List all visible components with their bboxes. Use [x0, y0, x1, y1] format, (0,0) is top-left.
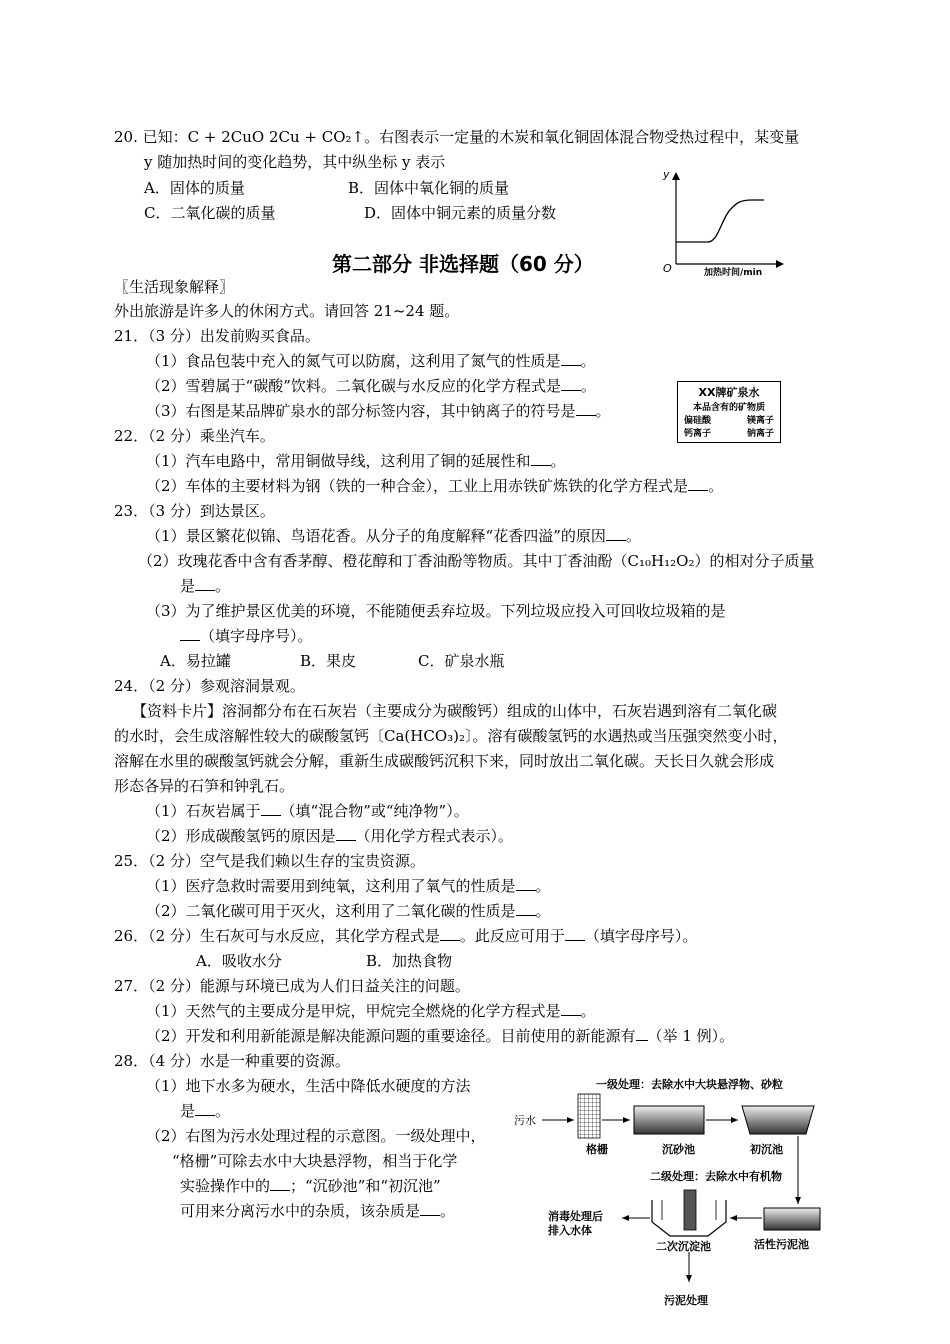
q23-s2b: 是 。	[180, 577, 231, 595]
diagram-outlet-line2: 排入水体	[548, 1224, 592, 1237]
diagram-activated-sludge-label: 活性污泥池	[754, 1238, 809, 1251]
diagram-stage2: 二级处理：去除水中有机物	[650, 1170, 782, 1183]
q26-option-a: A．吸收水分	[196, 952, 282, 970]
diagram-sludge-label: 污泥处理	[664, 1294, 708, 1307]
intro-heading: 〖生活现象解释〗	[114, 278, 235, 296]
sand-tank	[634, 1106, 704, 1134]
q27-head: 27．（2 分）能源与环境已成为人们日益关注的问题。	[114, 977, 470, 995]
label-item: 镁离子	[746, 416, 774, 426]
q20-option-a: A．固体的质量	[144, 179, 245, 197]
wastewater-diagram	[512, 1070, 842, 1310]
q24-card-line: 溶解在水里的碳酸氢钙就会分解，重新生成碳酸钙沉积下来，同时放出二氧化碳。天长日久就会形成	[114, 752, 775, 770]
q21-head: 21．（3 分）出发前购买食品。	[114, 327, 320, 345]
diagram-inlet: 污水	[514, 1114, 536, 1127]
q28-s1b: 是 。	[180, 1102, 231, 1120]
q27-s1: （1）天然气的主要成分是甲烷，甲烷完全燃烧的化学方程式是 。	[146, 1002, 596, 1020]
q23-s1: （1）景区繁花似锦、鸟语花香。从分子的角度解释“花香四溢”的原因 。	[146, 527, 641, 545]
q25-s1: （1）医疗急救时需要用到纯氧，这利用了氧气的性质是 。	[146, 877, 551, 895]
q25-head: 25．（2 分）空气是我们赖以生存的宝贵资源。	[114, 852, 425, 870]
diagram-stage1: 一级处理：去除水中大块悬浮物、砂粒	[596, 1078, 783, 1091]
q24-card-line: 【资料卡片】溶洞都分布在石灰岩（主要成分为碳酸钙）组成的山体中，石灰岩遇到溶有二氧化碳	[132, 702, 778, 720]
q20-graph-origin: O	[663, 262, 672, 275]
q21-s2: （2）雪碧属于“碳酸”饮料。二氧化碳与水反应的化学方程式是 。	[146, 377, 596, 395]
q20-graph	[660, 166, 790, 281]
q23-s3a: （3）为了维护景区优美的环境，不能随便丢弃垃圾。下列垃圾应投入可回收垃圾箱的是	[146, 602, 726, 620]
q20-graph-x-label: 加热时间/min	[704, 268, 763, 278]
q21-s3: （3）右图是某品牌矿泉水的部分标签内容，其中钠离子的符号是 。	[146, 402, 611, 420]
primary-tank	[742, 1106, 814, 1134]
q26-head: 26．（2 分）生石灰可与水反应，其化学方程式是 。此反应可用于 （填字母序号）。	[114, 927, 698, 945]
label-item: 钠离子	[746, 429, 774, 439]
q23-s2a: （2）玫瑰花香中含有香茅醇、橙花醇和丁香油酚等物质。其中丁香油酚（C₁₀H₁₂O₂）的相对分子质量	[138, 552, 815, 570]
diagram-outlet-line1: 消毒处理后	[548, 1210, 603, 1223]
q20-graph-y-label: y	[663, 168, 670, 181]
q25-s2: （2）二氧化碳可用于灭火，这利用了二氧化碳的性质是 。	[146, 902, 551, 920]
q28-s2b: “格栅”可除去水中大块悬浮物，相当于化学	[172, 1152, 458, 1170]
q21-s1: （1）食品包装中充入的氮气可以防腐，这利用了氮气的性质是 。	[146, 352, 596, 370]
q24-card-line: 的水时，会生成溶解性较大的碳酸氢钙〔Ca(HCO₃)₂〕。溶有碳酸氢钙的水遇热或当压强突然变小时，	[114, 727, 788, 745]
q22-s1: （1）汽车电路中，常用铜做导线，这利用了铜的延展性和 。	[146, 452, 566, 470]
q28-head: 28．（4 分）水是一种重要的资源。	[114, 1052, 350, 1070]
label-item: 钙离子	[684, 429, 712, 439]
label-title: XX牌矿泉水	[698, 386, 760, 399]
activated-sludge-tank	[764, 1208, 820, 1230]
q20-line2: y 随加热时间的变化趋势，其中纵坐标 y 表示	[144, 153, 446, 171]
q20-option-b: B．固体中氧化铜的质量	[348, 179, 510, 197]
grid-screen	[578, 1094, 600, 1138]
q22-head: 22．（2 分）乘坐汽车。	[114, 427, 275, 445]
q22-s2: （2）车体的主要材料为钢（铁的一种合金），工业上用赤铁矿炼铁的化学方程式是 。	[146, 477, 724, 495]
q24-s1: （1）石灰岩属于 （填“混合物”或“纯净物”）。	[146, 802, 469, 820]
section-title: 第二部分 非选择题（60 分）	[332, 252, 594, 276]
q28-s2a: （2）右图为污水处理过程的示意图。一级处理中，	[146, 1127, 486, 1145]
q24-s2: （2）形成碳酸氢钙的原因是 （用化学方程式表示）。	[146, 827, 514, 845]
mineral-water-label	[677, 381, 781, 443]
q20-option-c: C．二氧化碳的质量	[144, 204, 276, 222]
q24-card-line: 形态各异的石笋和钟乳石。	[114, 777, 295, 795]
q26-option-b: B．加热食物	[366, 952, 453, 970]
q20-option-d: D．固体中铜元素的质量分数	[364, 204, 557, 222]
intro-text: 外出旅游是许多人的休闲方式。请回答 21~24 题。	[114, 302, 460, 320]
q20-line1: 20. 已知：C + 2CuO 2Cu + CO₂↑。右图表示一定量的木炭和氧化铜固体混合物受热过程中，某变量	[114, 128, 800, 146]
diagram-secondary-label: 二次沉淀池	[656, 1240, 711, 1253]
diagram-grid-label: 格栅	[586, 1143, 608, 1156]
q23-option-b: B．果皮	[300, 652, 357, 670]
q27-s2: （2）开发和利用新能源是解决能源问题的重要途径。目前使用的新能源有 （举 1 例）。	[146, 1027, 735, 1045]
diagram-sand-label: 沉砂池	[662, 1143, 695, 1156]
label-subtitle: 本品含有的矿物质	[692, 403, 765, 413]
q28-s2d: 可用来分离污水中的杂质，该杂质是 。	[180, 1202, 456, 1220]
q23-head: 23．（3 分）到达景区。	[114, 502, 275, 520]
label-item: 偏硅酸	[684, 416, 712, 426]
q23-s3b: （填字母序号）。	[180, 626, 313, 646]
q23-option-c: C．矿泉水瓶	[418, 652, 505, 670]
diagram-primary-label: 初沉池	[750, 1143, 783, 1156]
q28-s1a: （1）地下水多为硬水，生活中降低水硬度的方法	[146, 1077, 471, 1095]
q23-option-a: A．易拉罐	[160, 652, 231, 670]
q28-s2c: 实验操作中的 ；“沉砂池”和“初沉池”	[180, 1177, 441, 1195]
q24-head: 24．（2 分）参观溶洞景观。	[114, 677, 305, 695]
